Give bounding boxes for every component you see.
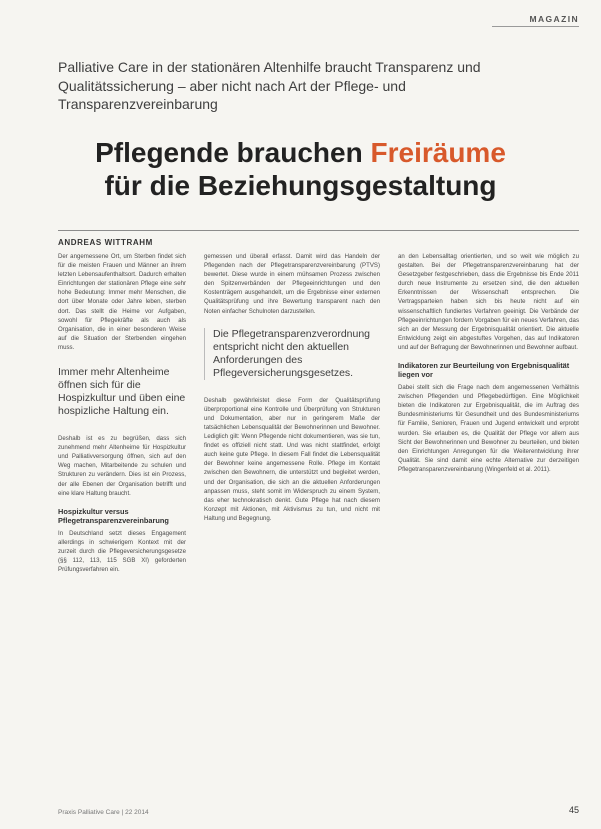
text-column-3 [398,252,579,483]
paragraph: Der angemessene Ort, um Sterben findet sich für die meisten Frauen und Männer an ihrem letzten Lebensaufenthaltsort. Dadurch erhalten Einrichtungen der stationären Pflege eine sehr hohe Bedeutung: Immer mehr Menschen, die dort über Monate oder Jahre leben, sterben dort. Das stellt die Heime vor Aufgaben, sowohl für Pflegekräfte als auch als Organisation, die in einer besonderen Weise auf die Situation der Sterbenden eingehen muss. [58,253,186,351]
headline-line-1 [22,136,579,169]
headline-line-2: für die Beziehungsgestaltung [104,170,497,201]
author-rule [58,230,579,231]
section-subhead: Indikatoren zur Beurteilung von Ergebnisqualität liegen vor [398,361,570,380]
paragraph: In Deutschland setzt dieses Engagement allerdings in schwierigem Kontext mit der zurzeit durch die Pflegeversicherungsgesetze (§§ 112, 113, 115 SGB XI) geforderten Prüfungsverfahren ein. [58,529,186,574]
paragraph: Deshalb gewährleistet diese Form der Qualitätsprüfung überproportional eine Kontrolle und Überprüfung von Strukturen und Dokumentation, aber nur in geringerem Maße der tatsächlichen Lebensqualität der Bewohnerinnen und Bewohner. Lediglich gilt: Wenn Pflegende nicht dokumentieren, was sie tun, findet es offiziell nicht statt. Und was nicht stattfindet, erfolgt auch keine gute Pflege. In diesem Fall findet die Lebensqualität der Bewohner keine angemessene Rolle. Pflege im Kontakt zwischen den Bewohnern, die unterstützt und begleitet werden, und der Organisation, die sich an die aktuellen Anforderungen anpassen muss, steht somit im Widerspruch zu einem System, das eher technokratisch denkt. Gute Pflege hat nach diesem Konzept mit Aktionen, mit Aktivismus zu tun, und nicht mit Haltung und Begegnung. [204,396,380,522]
pull-quote: Immer mehr Altenheime öffnen sich für die Hospizkultur und üben eine hospizliche Haltung ein. [58,366,186,418]
headline-accent-word: Freiräume [370,137,506,168]
section-tag: MAGAZIN [529,14,579,24]
section-subhead: Hospizkultur versus Pflegetransparenzvereinbarung [58,506,169,525]
paragraph: Deshalb ist es zu begrüßen, dass sich zunehmend mehr Altenheime für Hospizkultur und Palliativversorgung öffnen, sich auf den Weg machen, Mitarbeitende zu schulen und Strukturen zu verändern. Dies ist ein Prozess, der alle Ebenen der Organisation betrifft und eine klare Haltung braucht. [58,435,186,497]
article-headline [22,136,579,202]
paragraph: an den Lebensalltag orientierten, und so weit wie möglich zu gestalten. Bei der Pflegetransparenzvereinbarung hat der Gesetzgeber festgeschrieben, dass die Ergebnisse bis Ende 2011 durch neue Instrumente zu ersetzen sind, die den aktuellen Erkenntnissen der Wissenschaft entsprechen. Die Vertragsparteien haben sich bis heute nicht auf ein wissenschaftlich fundiertes Verfahren geeinigt. Die Verbände der Pflegeeinrichtungen fordern Vorgaben für ein neues Verfahren, das sich an der Messung der Ergebnisqualität orientiert. Die aktuelle Entwicklung zeigt ein abgestuftes Vorgehen, das auf Indikatoren und auf der Befragung der Bewohnerinnen und Bewohner aufbaut. [398,253,579,351]
text-column-2 [204,252,380,532]
author-name: ANDREAS WITTRAHM [58,238,153,247]
footer-publication: Praxis Palliative Care | 22 2014 [58,809,149,816]
pull-quote: Die Pflegetransparenzverordnung entspricht nicht den aktuellen Anforderungen des Pflegeversicherungsgesetzes. [204,328,380,380]
article-subtitle: Palliative Care in der stationären Altenhilfe braucht Transparenz und Qualitätssicherung – aber nicht nach Art der Pflege- und Transparenzvereinbarung [58,59,481,112]
headline-line-1-text: Pflegende brauchen [95,137,371,168]
paragraph: gemessen und überall erfasst. Damit wird das Handeln der Pflegenden nach der Pflegetransparenzvereinbarung (PTVS) bewertet. Diese wurde in einem mühsamen Prozess zwischen den Spitzenverbänden der Pflegeeinrichtungen und den Kostenträgern ausgehandelt, um die Ergebnisse einer externen Qualitätsprüfung und ihre Bewertung transparent nach den Noten einfacher Schulnoten darzustellen. [204,253,380,315]
paragraph: Dabei stellt sich die Frage nach dem angemessenen Verhältnis zwischen Pflegenden und Pflegebedürftigen. Eine Möglichkeit bieten die Indikatoren zur Ergebnisqualität, die im Auftrag des Bundesministeriums für Gesundheit und des Bundesministeriums für Familie, Senioren, Frauen und Jugend entwickelt und erprobt wurden. Sie erlauben es, die Qualität der Pflege vor allem aus Sicht der Bewohnerinnen und Bewohner zu beurteilen, und bieten den Einrichtungen Anregungen für die Weiterentwicklung ihrer Qualität. Sie sind damit eine echte Alternative zur derzeitigen Pflegetransparenzvereinbarung (Wingenfeld et al. 2011). [398,384,579,473]
text-column-1 [58,252,186,583]
header-rule [492,26,579,27]
page-number: 45 [568,805,579,815]
